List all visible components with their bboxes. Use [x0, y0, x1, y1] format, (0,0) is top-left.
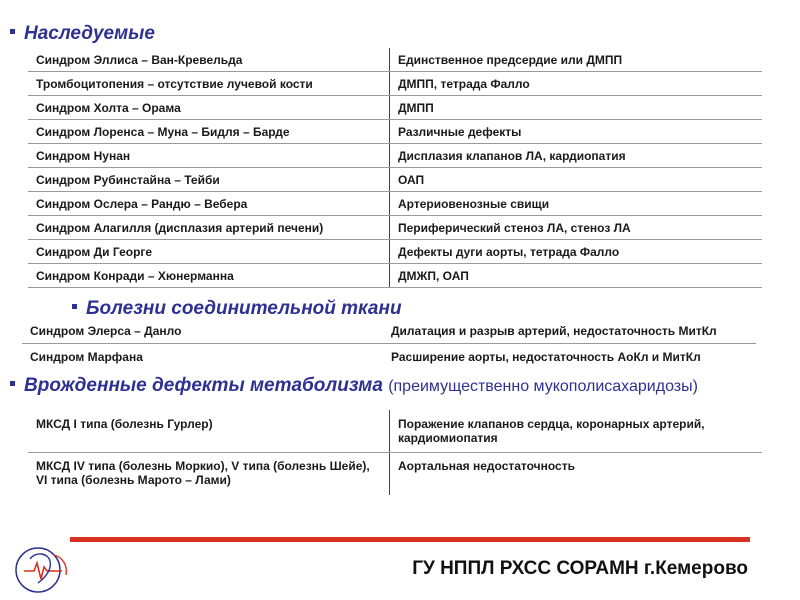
syndrome-cell: Синдром Алагилля (дисплазия артерий печени) [28, 216, 390, 240]
syndrome-cell: Синдром Эллиса – Ван-Кревельда [28, 48, 390, 72]
section-heading-connective [72, 298, 402, 320]
defect-cell: Поражение клапанов сердца, коронарных артерий, кардиомиопатия [390, 410, 763, 453]
table-row [28, 410, 762, 453]
section-title: Врожденные дефекты метаболизма [24, 375, 383, 396]
defect-cell: Аортальная недостаточность [390, 453, 763, 496]
table-row [28, 168, 762, 192]
section-title: Болезни соединительной ткани [86, 298, 402, 319]
section-heading-metabolic [10, 375, 698, 398]
syndrome-cell: Синдром Конради – Хюнерманна [28, 264, 390, 288]
defect-cell: ОАП [390, 168, 763, 192]
defect-cell: Дефекты дуги аорты, тетрада Фалло [390, 240, 763, 264]
table-row [28, 240, 762, 264]
table-row [28, 144, 762, 168]
syndrome-cell: Тромбоцитопения – отсутствие лучевой кости [28, 72, 390, 96]
defect-cell: Артериовенозные свищи [390, 192, 763, 216]
syndrome-cell: Синдром Марфана [30, 349, 143, 364]
bullet-icon [10, 29, 15, 34]
syndrome-cell: Синдром Ослера – Рандю – Вебера [28, 192, 390, 216]
syndrome-cell: Синдром Нунан [28, 144, 390, 168]
syndrome-cell: Синдром Элерса – Данло [22, 318, 383, 344]
table-row [28, 72, 762, 96]
inherited-table [28, 48, 762, 288]
table-row [28, 48, 762, 72]
section-heading-inherited [10, 23, 155, 45]
syndrome-cell: МКСД I типа (болезнь Гурлер) [28, 410, 390, 453]
defect-cell: Периферический стеноз ЛА, стеноз ЛА [390, 216, 763, 240]
metabolic-table [28, 410, 762, 495]
defect-cell: ДМПП [390, 96, 763, 120]
section-title: Наследуемые [24, 23, 155, 44]
table-row [22, 344, 756, 370]
connective-table [22, 318, 756, 369]
syndrome-cell: Синдром Ди Георге [28, 240, 390, 264]
table-row [28, 216, 762, 240]
defect-cell: Дилатация и разрыв артерий, недостаточность МитКл [383, 318, 756, 344]
defect-cell: ДМПП, тетрада Фалло [390, 72, 763, 96]
syndrome-cell: Синдром Холта – Орама [28, 96, 390, 120]
table-row [28, 192, 762, 216]
defect-cell: ДМЖП, ОАП [390, 264, 763, 288]
table-row [22, 318, 756, 344]
defect-cell: Единственное предсердие или ДМПП [390, 48, 763, 72]
table-row [28, 96, 762, 120]
footer-divider [70, 537, 750, 542]
defect-cell: Дисплазия клапанов ЛА, кардиопатия [390, 144, 763, 168]
defect-cell: Расширение аорты, недостаточность АоКл и МитКл [391, 349, 701, 364]
section-note: (преимущественно мукополисахаридозы) [388, 378, 698, 395]
bullet-icon [10, 381, 15, 386]
footer-organization: ГУ НППЛ РХСС СОРАМН г.Кемерово [412, 558, 748, 579]
table-row [28, 120, 762, 144]
table-row [28, 453, 762, 496]
heart-logo-icon [10, 545, 86, 595]
syndrome-cell: Синдром Лоренса – Муна – Бидля – Барде [28, 120, 390, 144]
bullet-icon [72, 304, 77, 309]
table-row [28, 264, 762, 288]
syndrome-cell: Синдром Рубинстайна – Тейби [28, 168, 390, 192]
defect-cell: Различные дефекты [390, 120, 763, 144]
syndrome-cell: МКСД IV типа (болезнь Моркио), V типа (болезнь Шейе), VI типа (болезнь Марото – Лами) [36, 459, 370, 487]
